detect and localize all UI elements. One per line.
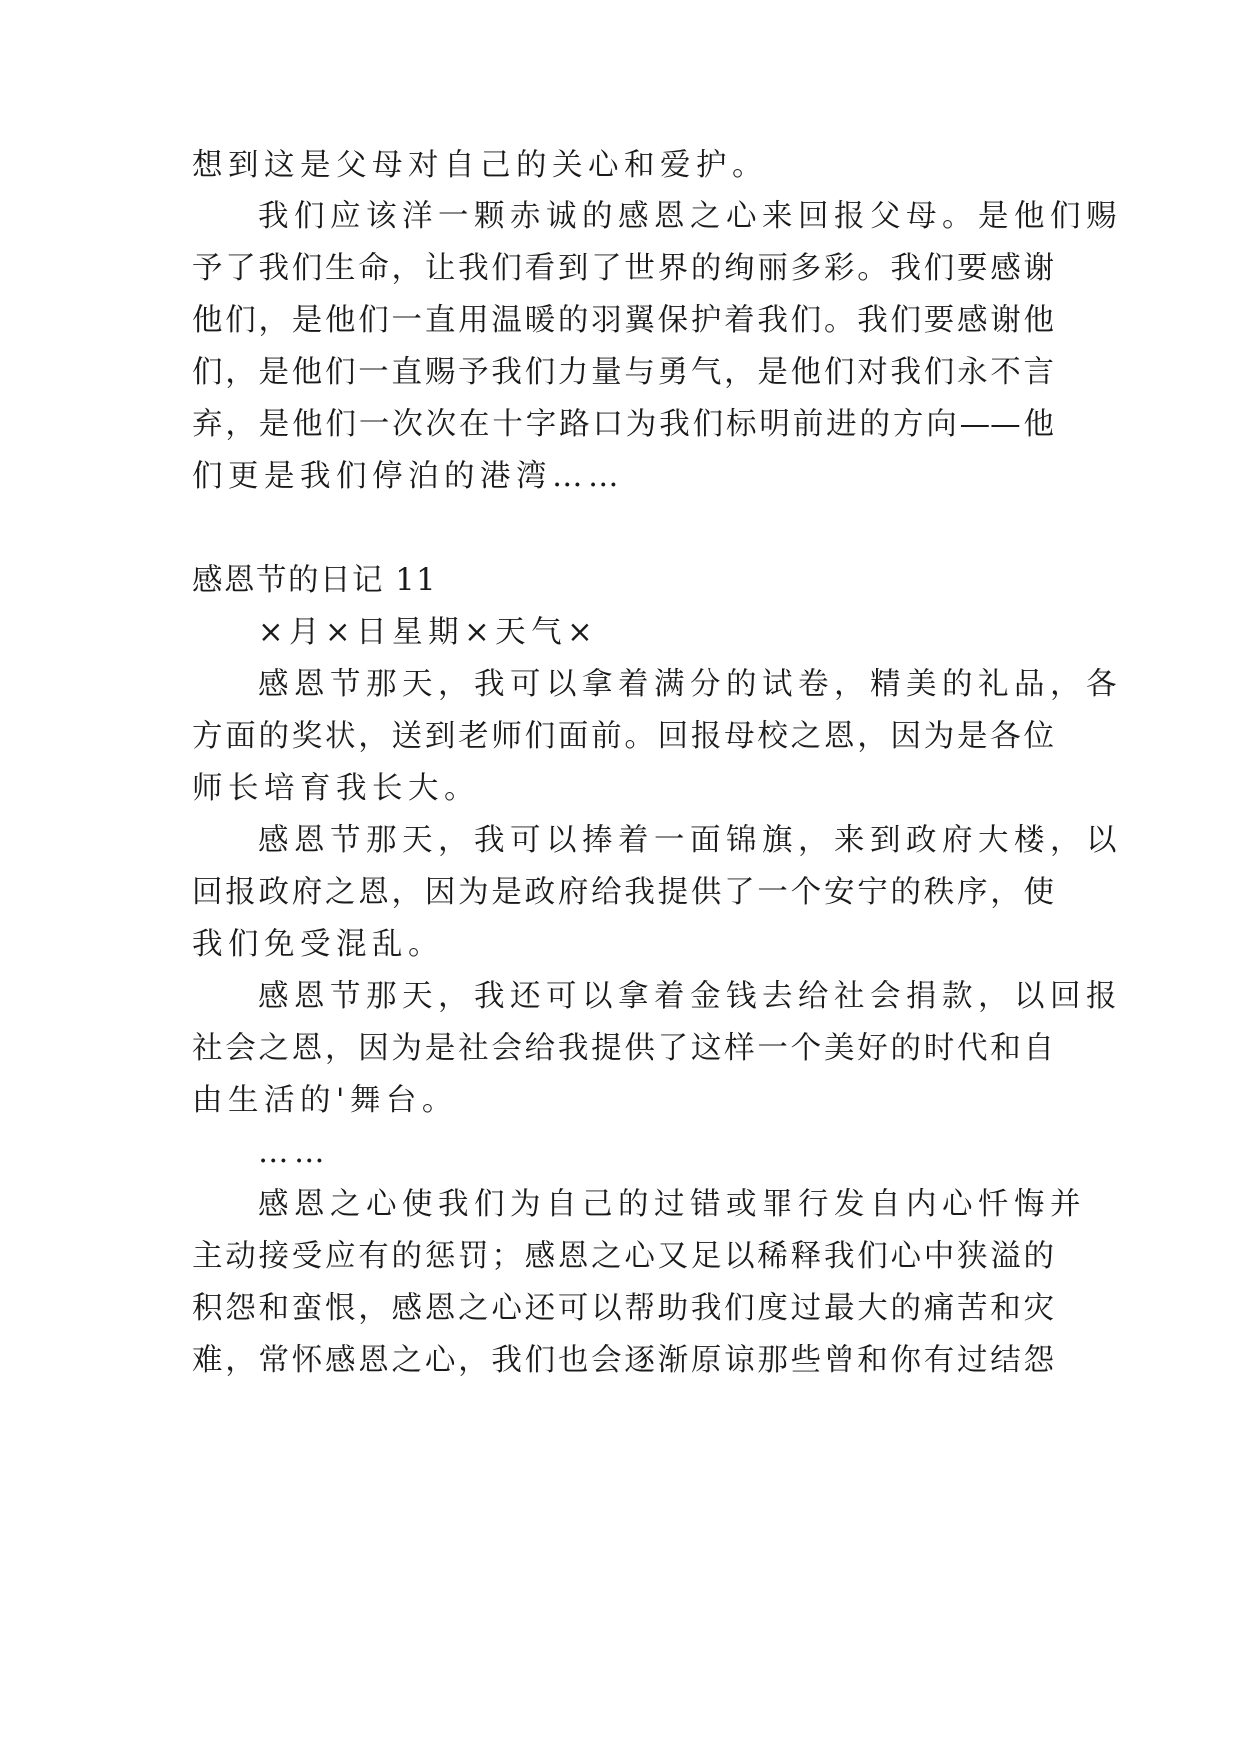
paragraph-line: 想到这是父母对自己的关心和爱护。 <box>192 148 768 183</box>
paragraph-line: 感恩节那天，我可以捧着一面锦旗，来到政府大楼，以 <box>258 823 1122 858</box>
paragraph-line: 弃，是他们一次次在十字路口为我们标明前进的方向——他 <box>192 407 1054 442</box>
paragraph-line: 难，常怀感恩之心，我们也会逐渐原谅那些曾和你有过结怨 <box>192 1343 1054 1378</box>
paragraph-line: 感恩节那天，我可以拿着满分的试卷，精美的礼品，各 <box>258 667 1122 702</box>
paragraph-line: 予了我们生命，让我们看到了世界的绚丽多彩。我们要感谢 <box>192 251 1054 286</box>
paragraph-line: 由生活的'舞台。 <box>192 1083 458 1118</box>
paragraph-line: 方面的奖状，送到老师们面前。回报母校之恩，因为是各位 <box>192 719 1054 754</box>
paragraph-line: 感恩节那天，我还可以拿着金钱去给社会捐款，以回报 <box>258 979 1122 1014</box>
section-heading: 感恩节的日记 11 <box>192 563 438 598</box>
paragraph-line: 社会之恩，因为是社会给我提供了这样一个美好的时代和自 <box>192 1031 1054 1066</box>
paragraph-line: 回报政府之恩，因为是政府给我提供了一个安宁的秩序，使 <box>192 875 1054 910</box>
diary-date-line: ×月×日星期×天气× <box>258 615 599 650</box>
paragraph-line: 们更是我们停泊的港湾…… <box>192 459 624 494</box>
paragraph-line: 主动接受应有的惩罚；感恩之心又足以稀释我们心中狭溢的 <box>192 1239 1054 1274</box>
paragraph-line: 感恩之心使我们为自己的过错或罪行发自内心忏悔并 <box>258 1187 1086 1222</box>
ellipsis-line: …… <box>258 1135 330 1170</box>
paragraph-line: 们，是他们一直赐予我们力量与勇气，是他们对我们永不言 <box>192 355 1054 390</box>
paragraph-line: 师长培育我长大。 <box>192 771 480 806</box>
paragraph-line: 他们，是他们一直用温暖的羽翼保护着我们。我们要感谢他 <box>192 303 1054 338</box>
paragraph-line: 我们应该洋一颗赤诚的感恩之心来回报父母。是他们赐 <box>258 199 1122 234</box>
paragraph-line: 我们免受混乱。 <box>192 927 444 962</box>
paragraph-line: 积怨和蛮恨，感恩之心还可以帮助我们度过最大的痛苦和灾 <box>192 1291 1054 1326</box>
